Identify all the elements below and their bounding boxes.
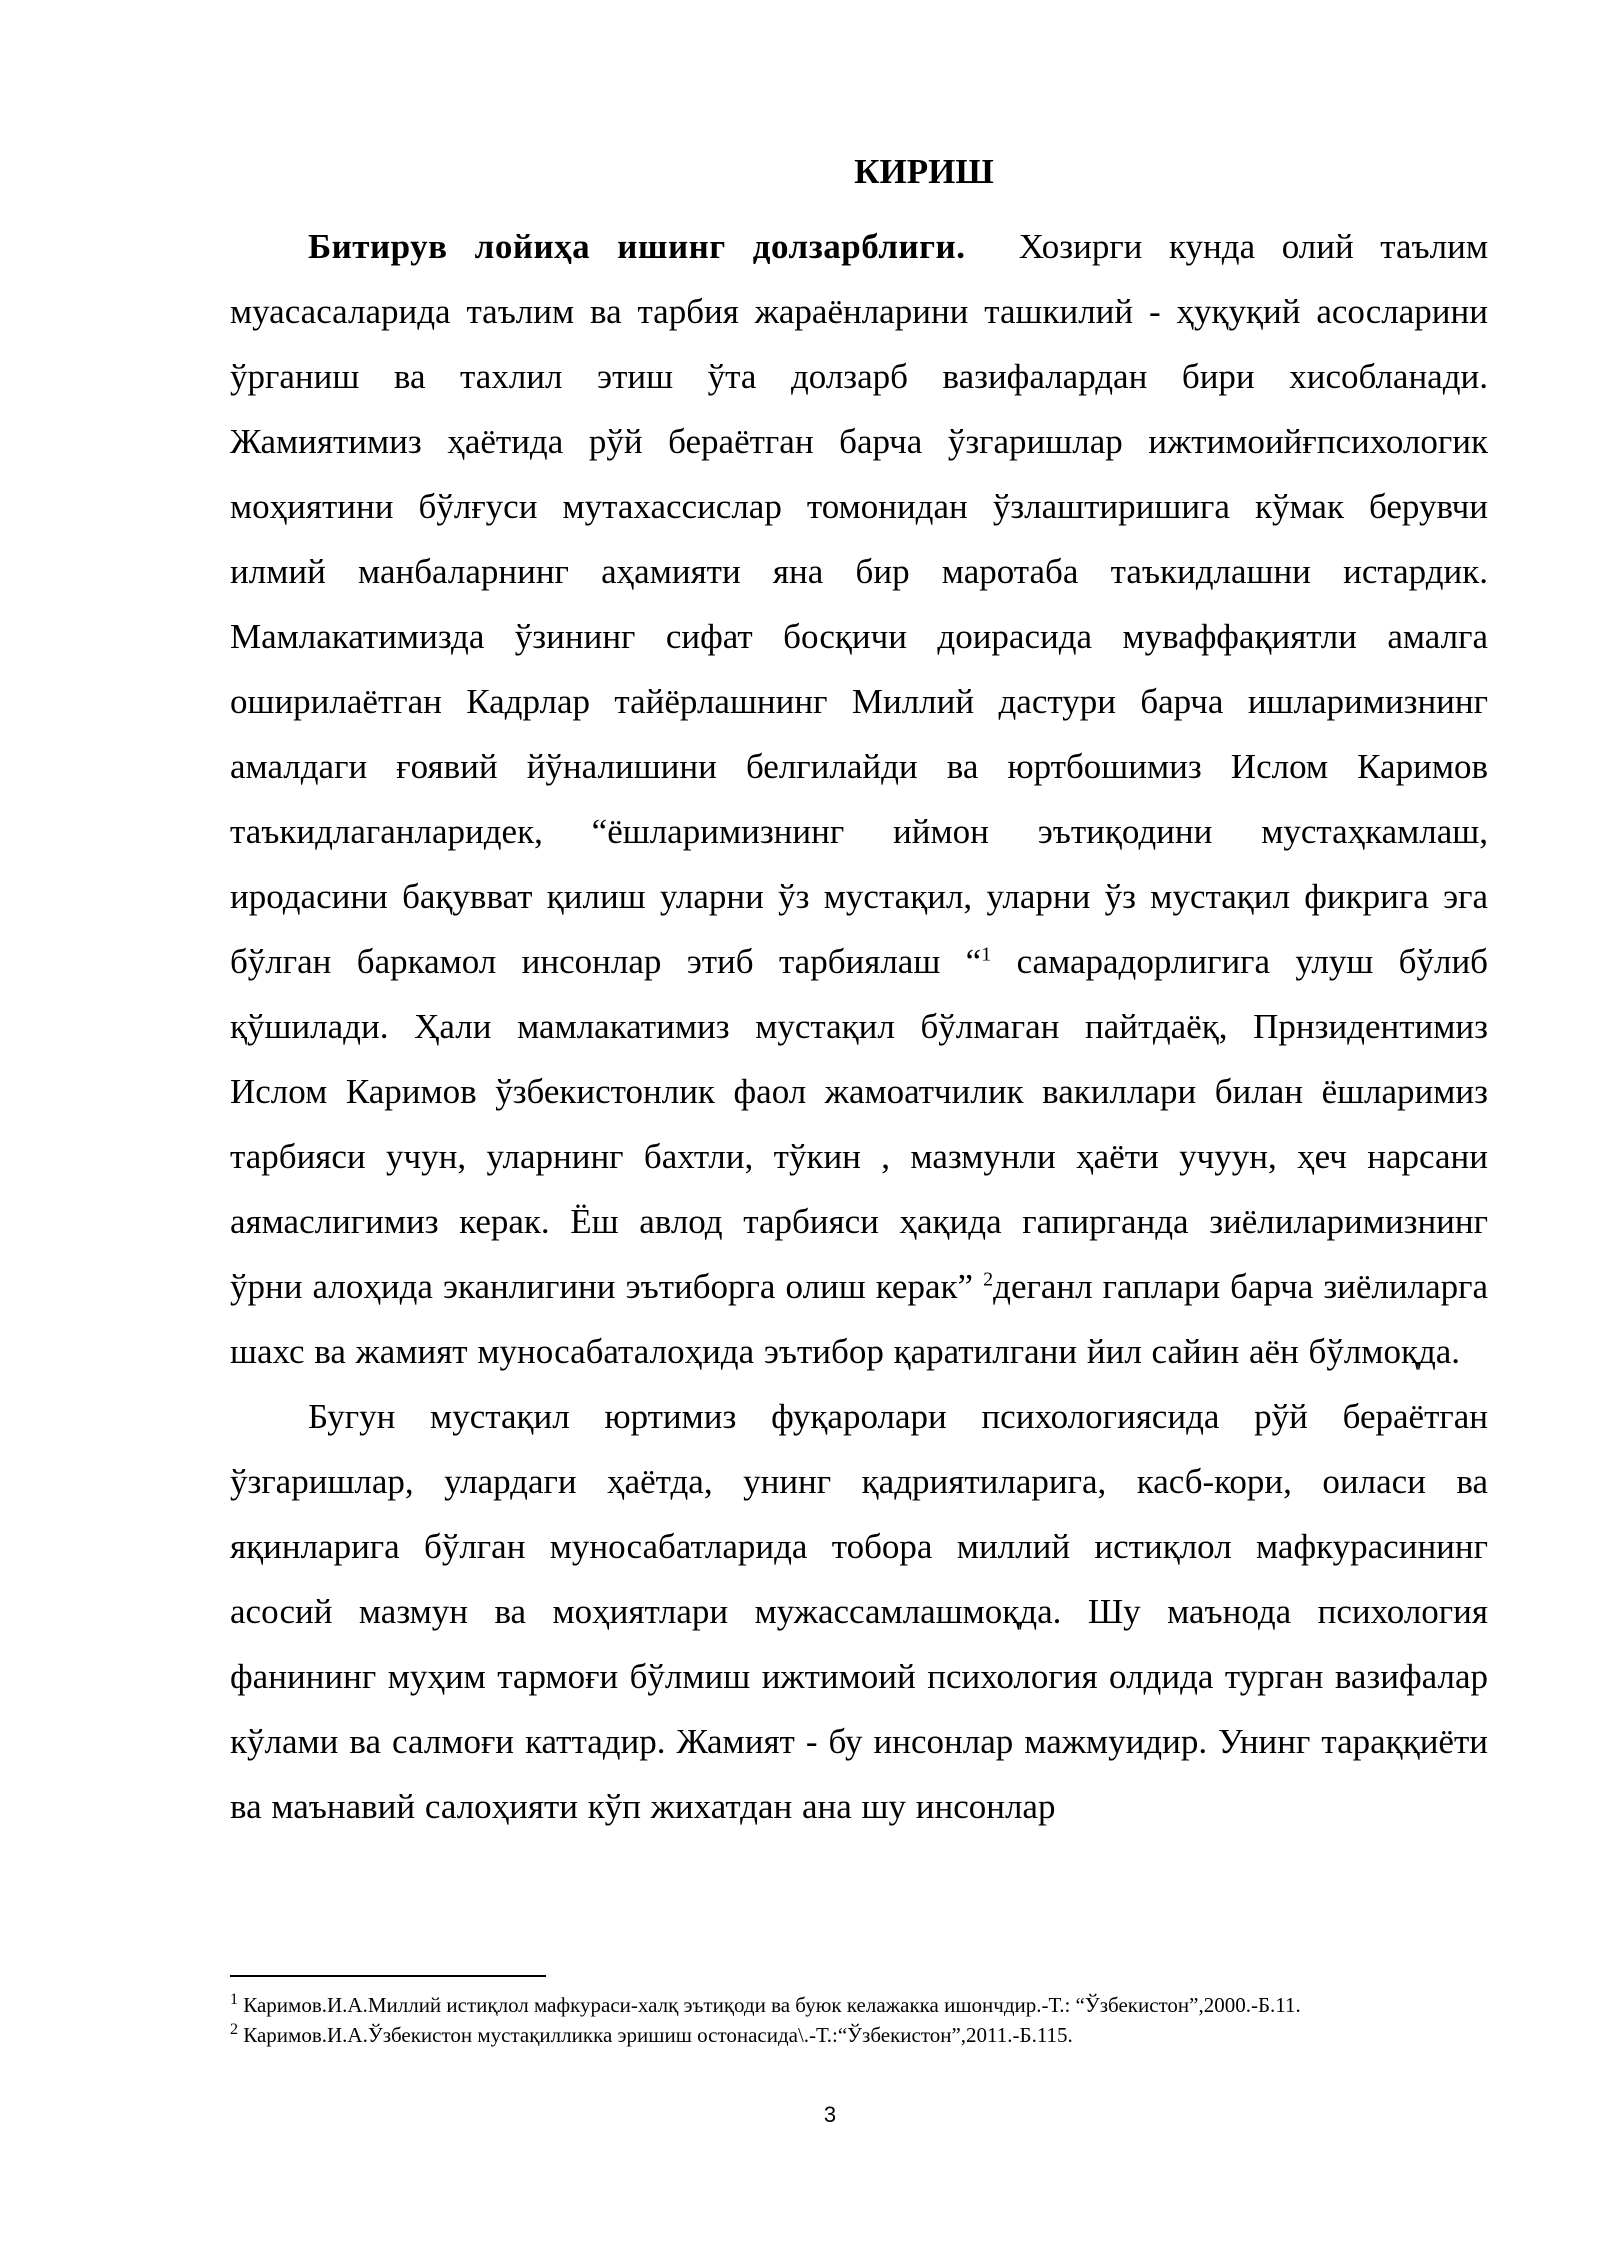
footnote-1-number: 1 bbox=[230, 1991, 238, 2008]
footnote-2-text: Каримов.И.А.Ўзбекистон мустақилликка эришиш остонасида\.-Т.:“Ўзбекистон”,2011.-Б.115. bbox=[238, 2023, 1073, 2047]
paragraph-1-lead: Битирув лойиҳа ишинг долзарблиги. bbox=[308, 227, 966, 266]
footnote-2 bbox=[230, 2020, 1488, 2050]
footnote-1-text: Каримов.И.А.Миллий истиқлол мафкураси-халқ эътиқоди ва буюк келажакка ишончдир.-Т.: “Ўзбекистон”,2000.-Б.11. bbox=[238, 1993, 1301, 2017]
page-number: 3 bbox=[823, 2102, 837, 2127]
paragraph-1-text-a: Хозирги кунда олий таълим муасасаларида таълим ва тарбия жараёнларини ташкилий - ҳуқуқий асосларини ўрганиш ва тахлил этиш ўта долзарб вазифалардан бири хисобланади. Жамиятимиз ҳаётида рўй бераётган барча ўзгаришлар ижтимоийғпсихологик моҳиятини бўлғуси мутахассислар томонидан ўзлаштиришига кўмак берувчи илмий манбаларнинг аҳамияти яна бир маротаба таъкидлашни истардик. Мамлакатимизда ўзининг сифат босқичи доирасида муваффақиятли амалга оширилаётган Кадрлар тайёрлашнинг Миллий дастури барча ишларимизнинг амалдаги ғоявий йўналишини белгилайди ва юртбошимиз Ислом Каримов таъкидлаганларидек, “ёшларимизнинг иймон эътиқодини мустаҳкамлаш, иродасини бақувват қилиш уларни ўз мустақил, уларни ўз мустақил фикрига эга бўлган баркамол инсонлар этиб тарбиялаш “ bbox=[230, 227, 1488, 981]
footnote-2-number: 2 bbox=[230, 2021, 238, 2038]
document-body bbox=[230, 150, 1488, 1839]
paragraph-1-text-c: деганл гаплари барча зиёлиларга шахс ва жамият муносабаталоҳида эътибор қаратилгани йил сайин аён бўлмоқда. bbox=[230, 1267, 1489, 1371]
paragraph-1 bbox=[230, 214, 1488, 1384]
footnote-1 bbox=[230, 1990, 1488, 2020]
paragraph-2: Бугун мустақил юртимиз фуқаролари психологиясида рўй бераётган ўзгаришлар, улардаги ҳаётда, унинг қадриятиларига, касб-кори, оиласи ва яқинларига бўлган муносабатларида тобора миллий истиқлол мафкурасининг асосий мазмун ва моҳиятлари мужассамлашмоқда. Шу маънода психология фанининг муҳим тармоғи бўлмиш ижтимоий психология олдида турган вазифалар кўлами ва салмоғи каттадир. Жамият - бу инсонлар мажмуидир. Унинг тараққиёти ва маънавий салоҳияти кўп жихатдан ана шу инсонлар bbox=[230, 1397, 1488, 1826]
footnote-separator bbox=[230, 1975, 546, 1977]
paragraph-1-text-b: самарадорлигига улуш бўлиб қўшилади. Ҳали мамлакатимиз мустақил бўлмаган пайтдаёқ, Прнзидентимиз Ислом Каримов ўзбекистонлик фаол жамоатчилик вакиллари билан ёшларимиз тарбияси учун, уларнинг бахтли, тўкин , мазмунли ҳаёти учуун, ҳеч нарсани аямаслигимиз керак. Ёш авлод тарбияси ҳақида гапирганда зиёлиларимизнинг ўрни алоҳида эканлигини эътиборга олиш керак” bbox=[230, 942, 1488, 1306]
footnotes bbox=[230, 1990, 1488, 2050]
footnote-ref-1[interactable]: 1 bbox=[981, 943, 992, 966]
footnote-ref-2[interactable]: 2 bbox=[983, 1268, 994, 1291]
section-heading: КИРИШ bbox=[854, 152, 994, 191]
